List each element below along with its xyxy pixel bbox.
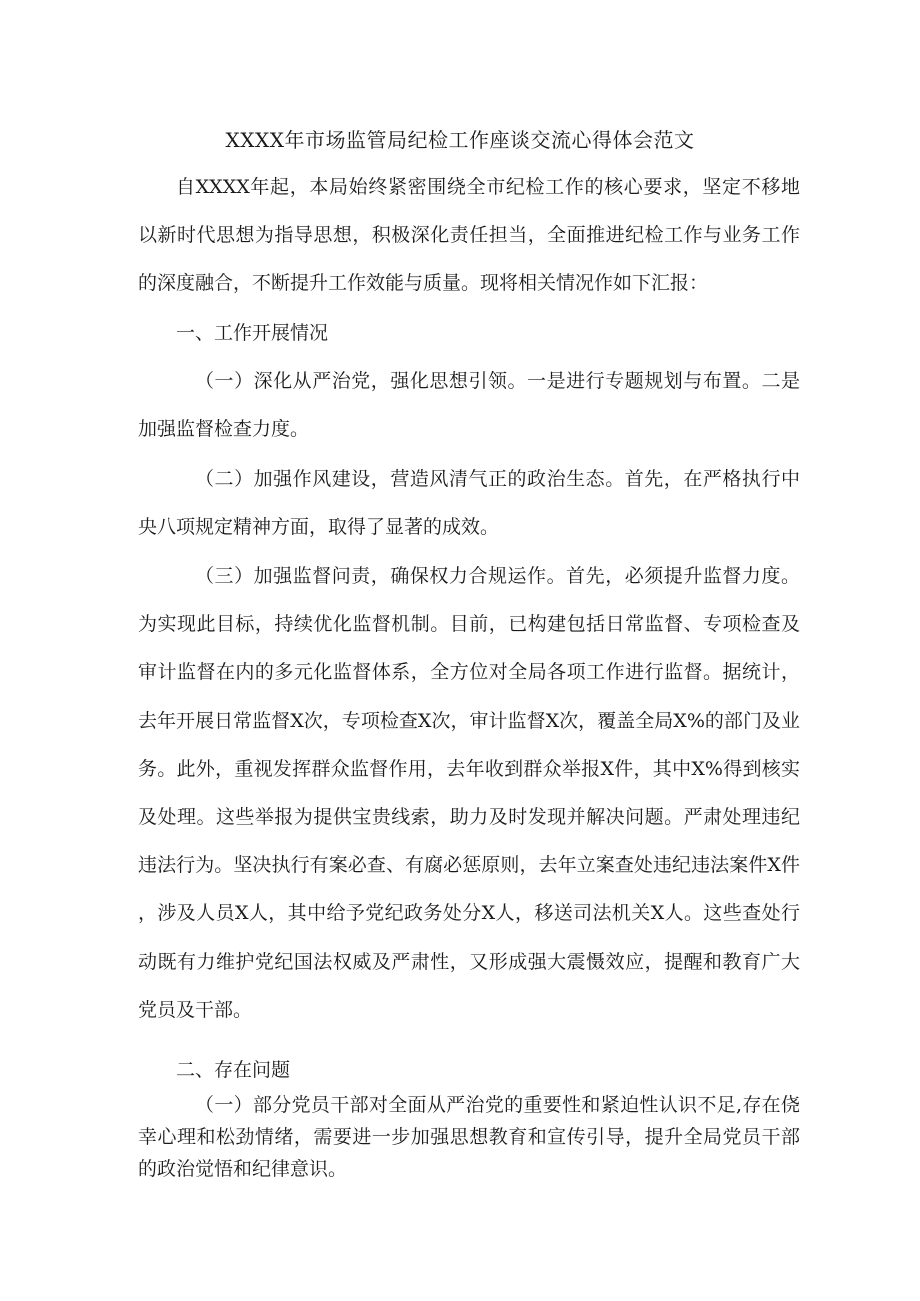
section1-item-2: （二）加强作风建设，营造风清气正的政治生态。首先，在严格执行中央八项规定精神方面，取得了显著的成效。 xyxy=(138,468,800,539)
section1-item-1: （一）深化从严治党，强化思想引领。一是进行专题规划与布置。二是加强监督检查力度。 xyxy=(138,370,800,441)
section1-item-3: （三）加强监督问责，确保权力合规运作。首先，必须提升监督力度。为实现此目标，持续优化监督机制。目前，已构建包括日常监督、专项检查及审计监督在内的多元化监督体系，全方位对全局各项工作进行监督。据统计，去年开展日常监督X次，专项检查X次，审计监督X次，覆盖全局X%的部门及业务。此外，重视发挥群众监督作用，去年收到群众举报X件，其中X%得到核实及处理。这些举报为提供宝贵线索，助力及时发现并解决问题。严肃处理违纪违法行为。坚决执行有案必查、有腐必惩原则，去年立案查处违纪违法案件X件，涉及人员X人，其中给予党纪政务处分X人，移送司法机关X人。这些查处行动既有力维护党纪国法权威及严肃性，又形成强大震慑效应，提醒和教育广大党员及干部。 xyxy=(138,565,800,1021)
document-title: XXXX年市场监管局纪检工作座谈交流心得体会范文 xyxy=(225,128,695,152)
section1-heading: 一、工作开展情况 xyxy=(176,322,329,344)
intro-paragraph: 自XXXX年起，本局始终紧密围绕全市纪检工作的核心要求，坚定不移地以新时代思想为指导思想，积极深化责任担当，全面推进纪检工作与业务工作的深度融合，不断提升工作效能与质量。现将相关情况作如下汇报： xyxy=(138,176,800,295)
section2-heading: 二、存在问题 xyxy=(176,1059,291,1081)
section2-item-1: （一）部分党员干部对全面从严治党的重要性和紧迫性认识不足,存在侥幸心理和松劲情绪，需要进一步加强思想教育和宣传引导，提升全局党员干部的政治觉悟和纪律意识。 xyxy=(138,1094,800,1180)
